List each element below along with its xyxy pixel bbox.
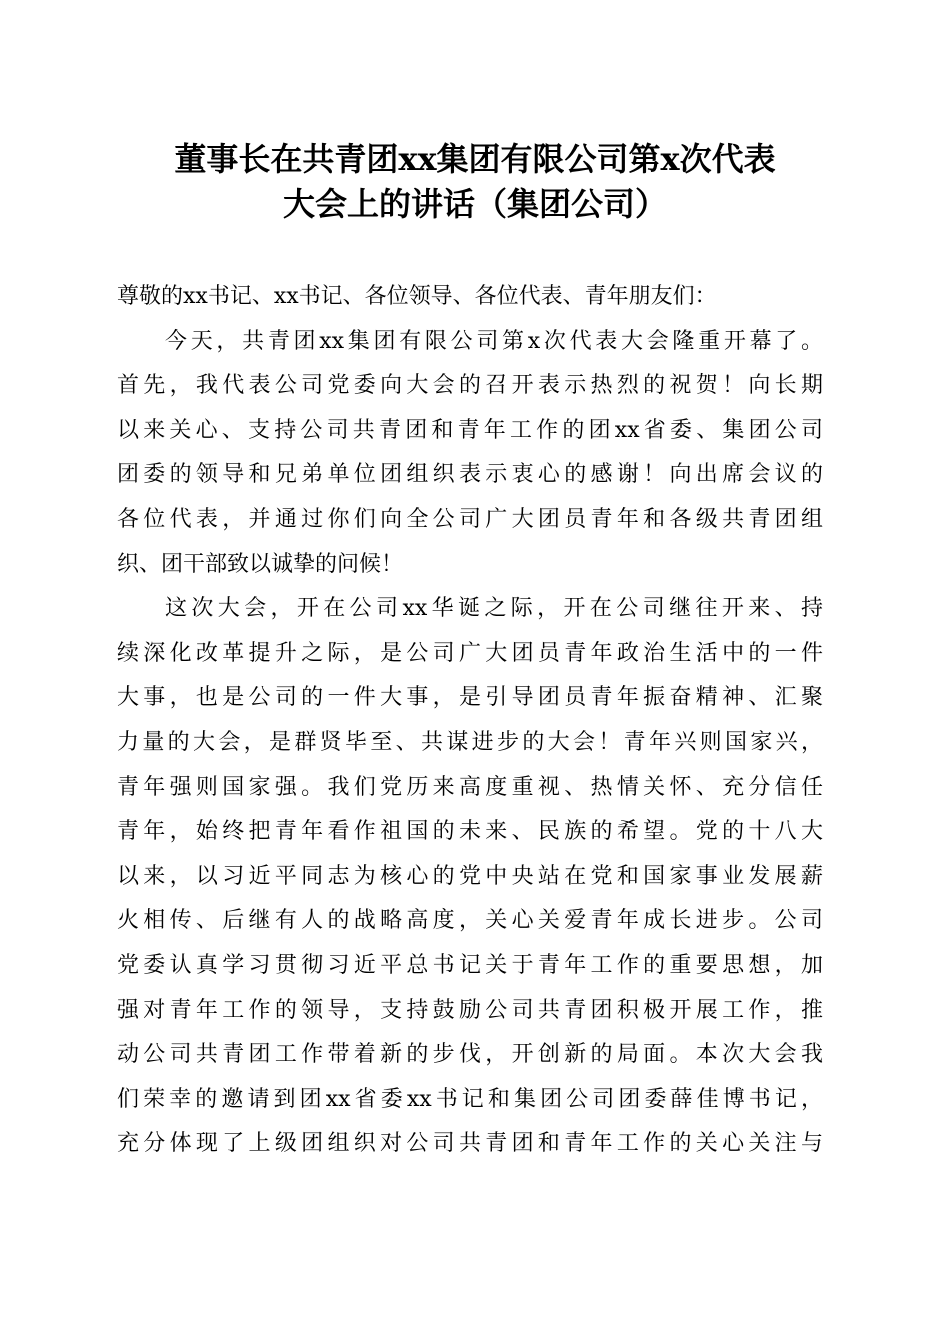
title-line-1: 董事长在共青团xx集团有限公司第x次代表 bbox=[174, 140, 776, 178]
paragraph-1-line: 团委的领导和兄弟单位团组织表示衷心的感谢！向出席会议的 bbox=[117, 462, 823, 488]
paragraph-2-line: 们荣幸的邀请到团xx省委xx书记和集团公司团委薛佳博书记， bbox=[117, 1086, 823, 1112]
document-title bbox=[0, 137, 950, 227]
paragraph-2-line: 力量的大会，是群贤毕至、共谋进步的大会！青年兴则国家兴， bbox=[117, 729, 823, 755]
paragraph-1-line: 首先，我代表公司党委向大会的召开表示热烈的祝贺！向长期 bbox=[117, 373, 823, 399]
title-line-2: 大会上的讲话（集团公司） bbox=[282, 185, 667, 223]
paragraph-2-line: 火相传、后继有人的战略高度，关心关爱青年成长进步。公司 bbox=[117, 908, 823, 934]
paragraph-2-line: 续深化改革提升之际，是公司广大团员青年政治生活中的一件 bbox=[117, 640, 823, 666]
paragraph-1-line: 今天，共青团xx集团有限公司第x次代表大会隆重开幕了。 bbox=[165, 328, 823, 354]
document-body bbox=[117, 275, 823, 1167]
paragraph-2-line: 党委认真学习贯彻习近平总书记关于青年工作的重要思想，加 bbox=[117, 952, 823, 978]
paragraph-2-line: 充分体现了上级团组织对公司共青团和青年工作的关心关注与 bbox=[117, 1131, 823, 1157]
paragraph-2-line: 青年强则国家强。我们党历来高度重视、热情关怀、充分信任 bbox=[117, 774, 823, 800]
salutation: 尊敬的xx书记、xx书记、各位领导、各位代表、青年朋友们： bbox=[117, 284, 717, 309]
paragraph-2-line: 大事，也是公司的一件大事，是引导团员青年振奋精神、汇聚 bbox=[117, 685, 823, 711]
paragraph-2-line: 这次大会，开在公司xx华诞之际，开在公司继往开来、持 bbox=[165, 596, 823, 622]
paragraph-2-line: 以来，以习近平同志为核心的党中央站在党和国家事业发展薪 bbox=[117, 863, 823, 889]
paragraph-2-line: 动公司共青团工作带着新的步伐，开创新的局面。本次大会我 bbox=[117, 1042, 823, 1068]
paragraph-2-line: 强对青年工作的领导，支持鼓励公司共青团积极开展工作，推 bbox=[117, 997, 823, 1023]
paragraph-1-line: 以来关心、支持公司共青团和青年工作的团xx省委、集团公司 bbox=[117, 417, 823, 443]
paragraph-1-line: 织、团干部致以诚挚的问候！ bbox=[117, 551, 404, 577]
paragraph-1-line: 各位代表，并通过你们向全公司广大团员青年和各级共青团组 bbox=[117, 506, 823, 532]
paragraph-2-line: 青年，始终把青年看作祖国的未来、民族的希望。党的十八大 bbox=[117, 819, 823, 845]
